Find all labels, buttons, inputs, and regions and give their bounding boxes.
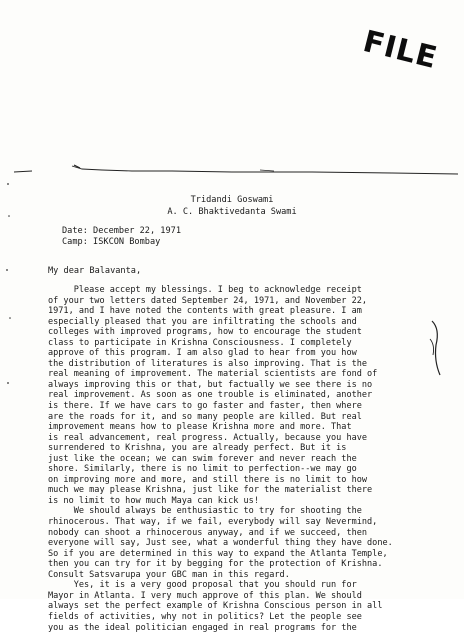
body-line: especially pleased that you are infiltrating the schools and <box>48 317 448 328</box>
salutation: My dear Balavanta, <box>48 266 141 277</box>
body-line: We should always be enthusiastic to try for shooting the <box>48 506 448 517</box>
body-line: Please accept my blessings. I beg to acknowledge receipt <box>48 285 448 296</box>
body-line: approve of this program. I am also glad to hear from you how <box>48 348 448 359</box>
body-line: improvement means how to please Krishna more and more. That <box>48 422 448 433</box>
body-line: 1971, and I have noted the contents with great pleasure. I am <box>48 306 448 317</box>
letter-body <box>48 285 448 633</box>
body-line: real improvement. As soon as one trouble is eliminated, another <box>48 390 448 401</box>
body-line: class to participate in Krishna Consciousness. I completely <box>48 338 448 349</box>
body-line: always set the perfect example of Krishna Conscious person in all <box>48 601 448 612</box>
signature-name: Tridandi Goswami <box>0 195 464 206</box>
body-line: is real advancement, real progress. Actually, because you have <box>48 433 448 444</box>
body-line: always improving this or that, but factually we see there is no <box>48 380 448 391</box>
body-line: So if you are determined in this way to expand the Atlanta Temple, <box>48 549 448 560</box>
body-line: much we may please Krishna, just like for the materialist there <box>48 485 448 496</box>
body-line: is there. If we have cars to go faster and faster, then where <box>48 401 448 412</box>
body-line: rhinocerous. That way, if we fail, everybody will say Nevermind, <box>48 517 448 528</box>
body-line: then you can try for it by begging for the protection of Krishna. <box>48 559 448 570</box>
camp-line: Camp: ISKCON Bombay <box>62 237 160 248</box>
body-line: the distribution of literatures is also improving. That is the <box>48 359 448 370</box>
body-line: Mayor in Atlanta. I very much approve of this plan. We should <box>48 591 448 602</box>
body-line: everyone will say, Just see, what a wonderful thing they have done. <box>48 538 448 549</box>
body-line: Consult Satsvarupa your GBC man in this regard. <box>48 570 448 581</box>
signature-title: A. C. Bhaktivedanta Swami <box>0 207 464 218</box>
left-margin-specks <box>4 178 14 418</box>
body-line: just like the ocean; we can swim forever and never reach the <box>48 454 448 465</box>
letterhead-rule <box>12 162 460 176</box>
body-line: of your two letters dated September 24, 1971, and November 22, <box>48 296 448 307</box>
date-line: Date: December 22, 1971 <box>62 226 181 237</box>
body-line: are the roads for it, and so many people are killed. But real <box>48 412 448 423</box>
body-line: surrendered to Krishna, you are already perfect. But it is <box>48 443 448 454</box>
body-line: on improving more and more, and still there is no limit to how <box>48 475 448 486</box>
body-line: fields of activities, why not in politics? Let the people see <box>48 612 448 623</box>
body-line: nobody can shoot a rhinocerous anyway, and if we succeed, then <box>48 528 448 539</box>
right-margin-bracket <box>426 315 448 385</box>
body-line: Yes, it is a very good proposal that you should run for <box>48 580 448 591</box>
file-stamp: FILE <box>360 24 441 76</box>
body-line: is no limit to how much Maya can kick us! <box>48 496 448 507</box>
body-line: colleges with improved programs, how to encourage the student <box>48 327 448 338</box>
body-line: you as the ideal politician engaged in real programs for the <box>48 623 448 633</box>
body-line: real meaning of improvement. The material scientists are fond of <box>48 369 448 380</box>
body-line: shore. Similarly, there is no limit to perfection--we may go <box>48 464 448 475</box>
